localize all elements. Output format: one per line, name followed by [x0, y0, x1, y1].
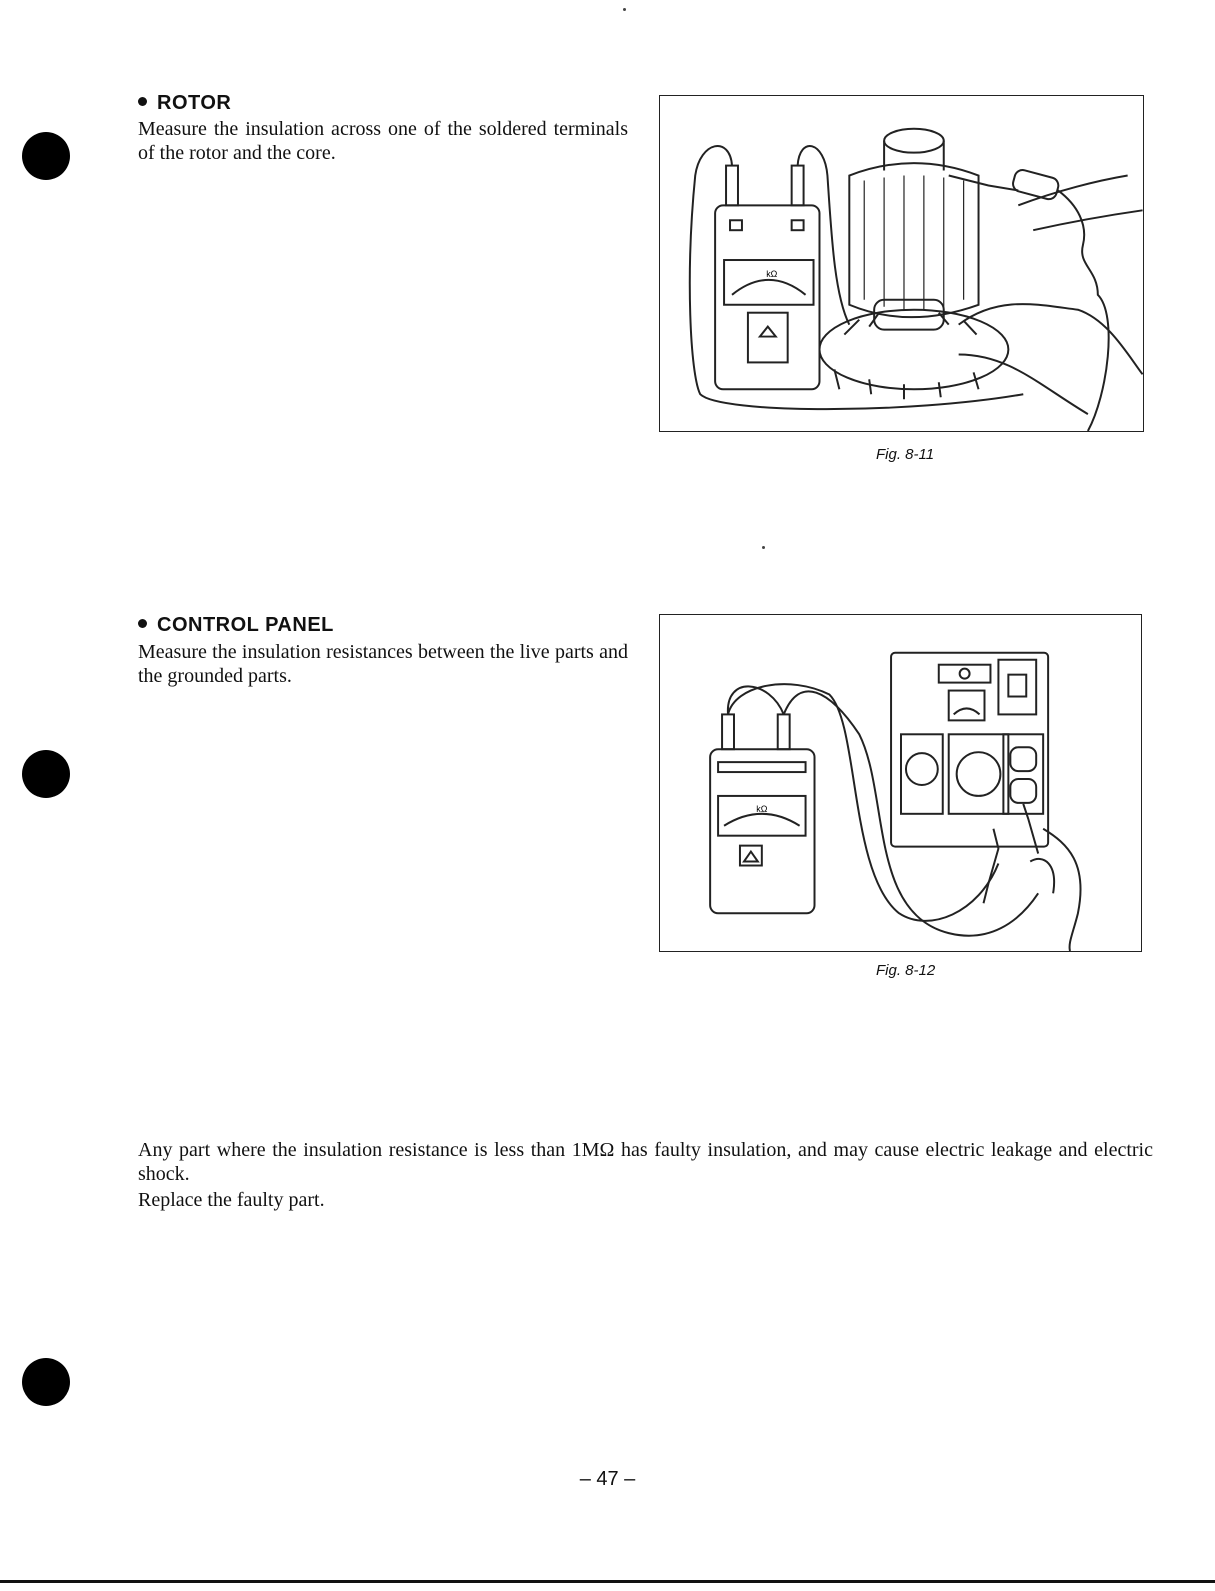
scan-speck	[623, 8, 626, 11]
rotor-instruction: Measure the insulation across one of the soldered terminals of the rotor and the core.	[138, 118, 628, 164]
meter-unit-label: kΩ	[766, 268, 778, 279]
bottom-rule	[0, 1580, 1215, 1583]
scan-speck	[762, 546, 765, 549]
figure-control-panel-insulation-test	[659, 614, 1142, 952]
bullet-icon	[138, 97, 147, 106]
meter-button	[740, 846, 762, 866]
figure-caption-8-12: Fig. 8-12	[876, 962, 936, 979]
heading-text: ROTOR	[157, 92, 232, 114]
section-heading-control-panel	[138, 614, 334, 637]
replace-instruction: Replace the faulty part.	[138, 1189, 325, 1211]
control-panel-test-illustration	[660, 615, 1141, 951]
punch-hole-bottom	[22, 1358, 70, 1406]
probe-lead	[1058, 190, 1109, 431]
control-panel-instruction: Measure the insulation resistances between the live parts and the grounded parts.	[138, 641, 628, 687]
rotor-fan	[819, 310, 1008, 390]
punch-hole-middle	[22, 750, 70, 798]
hand-outline	[1018, 176, 1142, 231]
hand-outline	[1043, 829, 1080, 951]
test-probe	[984, 829, 999, 904]
figure-caption-8-11: Fig. 8-11	[876, 446, 935, 463]
insulation-note: Any part where the insulation resistance is less than 1MΩ has faulty insulation, and may cause electric leakage and electric shock.	[138, 1139, 1153, 1185]
megger-body	[710, 749, 814, 913]
meter-unit-label: kΩ	[756, 803, 768, 814]
panel-meter	[949, 691, 985, 721]
page-number: – 47 –	[579, 1468, 636, 1490]
figure-rotor-insulation-test	[659, 95, 1144, 432]
rotor-test-illustration	[660, 96, 1143, 431]
test-probe	[1011, 168, 1060, 201]
punch-hole-top	[22, 132, 70, 180]
bullet-icon	[138, 619, 147, 628]
section-heading-rotor	[138, 92, 231, 115]
rotor-winding	[849, 163, 978, 317]
meter-dial	[718, 796, 805, 836]
meter-dial	[724, 260, 813, 305]
heading-text: CONTROL PANEL	[157, 614, 334, 636]
